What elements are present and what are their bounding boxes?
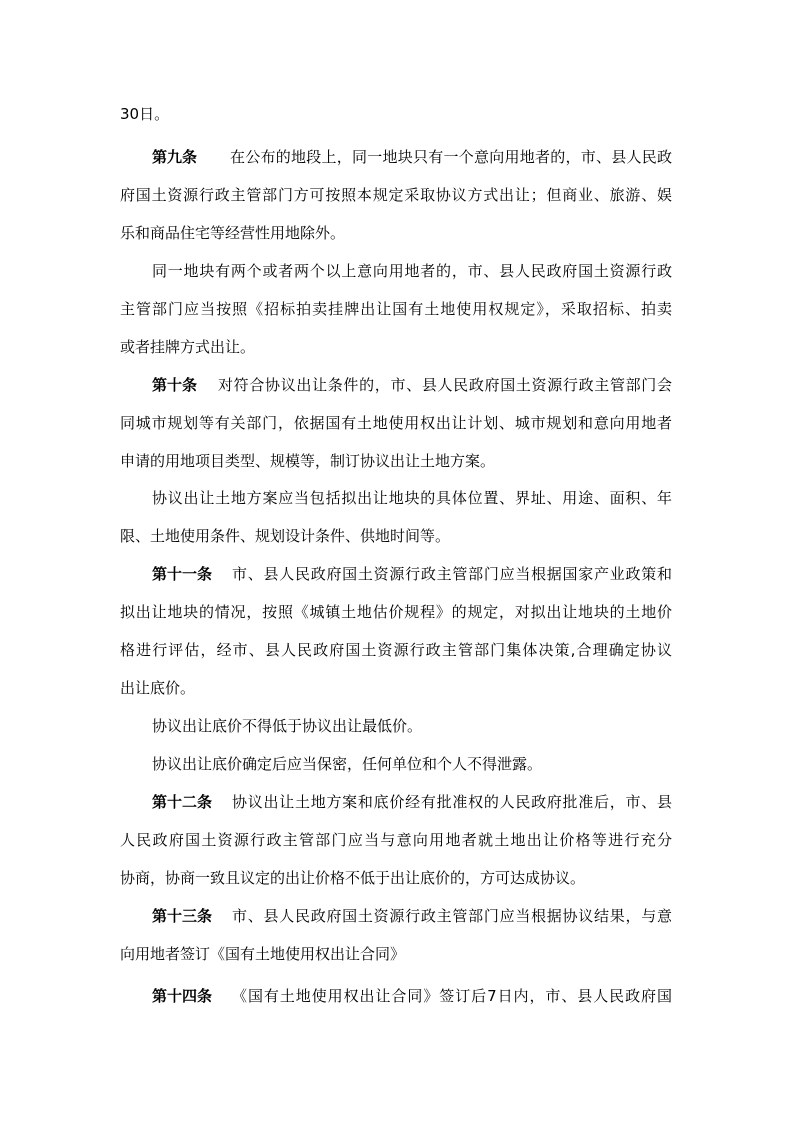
article-number: 第九条 bbox=[152, 148, 198, 166]
text-line bbox=[0, 677, 793, 699]
text-line bbox=[0, 753, 793, 775]
text-line bbox=[0, 867, 793, 889]
text-line bbox=[0, 525, 793, 547]
body-text: 对符合协议出让条件的，市、县人民政府国土资源行政主管部门会 bbox=[218, 376, 672, 394]
body-text: 人民政府国土资源行政主管部门应当与意向用地者就土地出让价格等进行充分 bbox=[120, 831, 672, 849]
text-line bbox=[0, 336, 793, 358]
text-line bbox=[0, 298, 793, 320]
body-text: 市、县人民政府国土资源行政主管部门应当根据国家产业政策和 bbox=[232, 565, 672, 583]
text-line bbox=[0, 639, 793, 661]
body-text: 协议出让底价不得低于协议出让最低价。 bbox=[152, 717, 423, 735]
body-text: 协商，协商一致且议定的出让价格不低于出让底价的，方可达成协议。 bbox=[120, 869, 586, 887]
text-line bbox=[0, 260, 793, 282]
body-text: 府国土资源行政主管部门方可按照本规定采取协议方式出让；但商业、旅游、娱 bbox=[120, 186, 672, 204]
text-line bbox=[0, 943, 793, 965]
article-number: 第十条 bbox=[152, 376, 198, 394]
body-text: 主管部门应当按照《招标拍卖挂牌出让国有土地使用权规定》，采取招标、拍卖 bbox=[120, 300, 672, 318]
text-line bbox=[0, 450, 793, 472]
body-text: 市、县人民政府国土资源行政主管部门应当根据协议结果，与意 bbox=[232, 907, 672, 925]
body-text: 协议出让土地方案和底价经有批准权的人民政府批准后，市、县 bbox=[232, 793, 672, 811]
body-text: 乐和商品住宅等经营性用地除外。 bbox=[120, 224, 346, 242]
body-text: 在公布的地段上，同一地块只有一个意向用地者的，市、县人民政 bbox=[230, 148, 672, 166]
body-text: 申请的用地项目类型、规模等，制订协议出让土地方案。 bbox=[120, 452, 496, 470]
body-text: 30日。 bbox=[120, 105, 170, 123]
text-line bbox=[0, 829, 793, 851]
body-text: 协议出让土地方案应当包括拟出让地块的具体位置、界址、用途、面积、年 bbox=[152, 489, 672, 507]
text-line bbox=[0, 715, 793, 737]
body-text: 限、土地使用条件、规划设计条件、供地时间等。 bbox=[120, 527, 451, 545]
text-line bbox=[0, 563, 793, 585]
article-number: 第十二条 bbox=[152, 793, 213, 811]
article-number: 第十一条 bbox=[152, 565, 213, 583]
text-line bbox=[0, 791, 793, 813]
text-line bbox=[0, 601, 793, 623]
body-text: 协议出让底价确定后应当保密，任何单位和个人不得泄露。 bbox=[152, 755, 543, 773]
body-text: 同城市规划等有关部门，依据国有土地使用权出让计划、城市规划和意向用地者 bbox=[120, 414, 672, 432]
text-line bbox=[0, 412, 793, 434]
body-text: 同一地块有两个或者两个以上意向用地者的，市、县人民政府国土资源行政 bbox=[152, 262, 672, 280]
text-line bbox=[0, 184, 793, 206]
body-text: 《国有土地使用权出让合同》签订后7日内，市、县人民政府国 bbox=[232, 987, 672, 1005]
body-text: 向用地者签订《国有土地使用权出让合同》 bbox=[120, 945, 406, 963]
text-line bbox=[0, 103, 793, 125]
text-line bbox=[0, 222, 793, 244]
body-text: 出让底价。 bbox=[120, 679, 196, 697]
text-line bbox=[0, 146, 793, 168]
article-number: 第十三条 bbox=[152, 907, 213, 925]
text-line bbox=[0, 985, 793, 1007]
text-line bbox=[0, 374, 793, 396]
text-line bbox=[0, 487, 793, 509]
article-number: 第十四条 bbox=[152, 987, 213, 1005]
body-text: 格进行评估，经市、县人民政府国土资源行政主管部门集体决策,合理确定协议 bbox=[120, 641, 672, 659]
body-text: 或者挂牌方式出让。 bbox=[120, 338, 256, 356]
body-text: 拟出让地块的情况，按照《城镇土地估价规程》的规定，对拟出让地块的土地价 bbox=[120, 603, 672, 621]
text-line bbox=[0, 905, 793, 927]
